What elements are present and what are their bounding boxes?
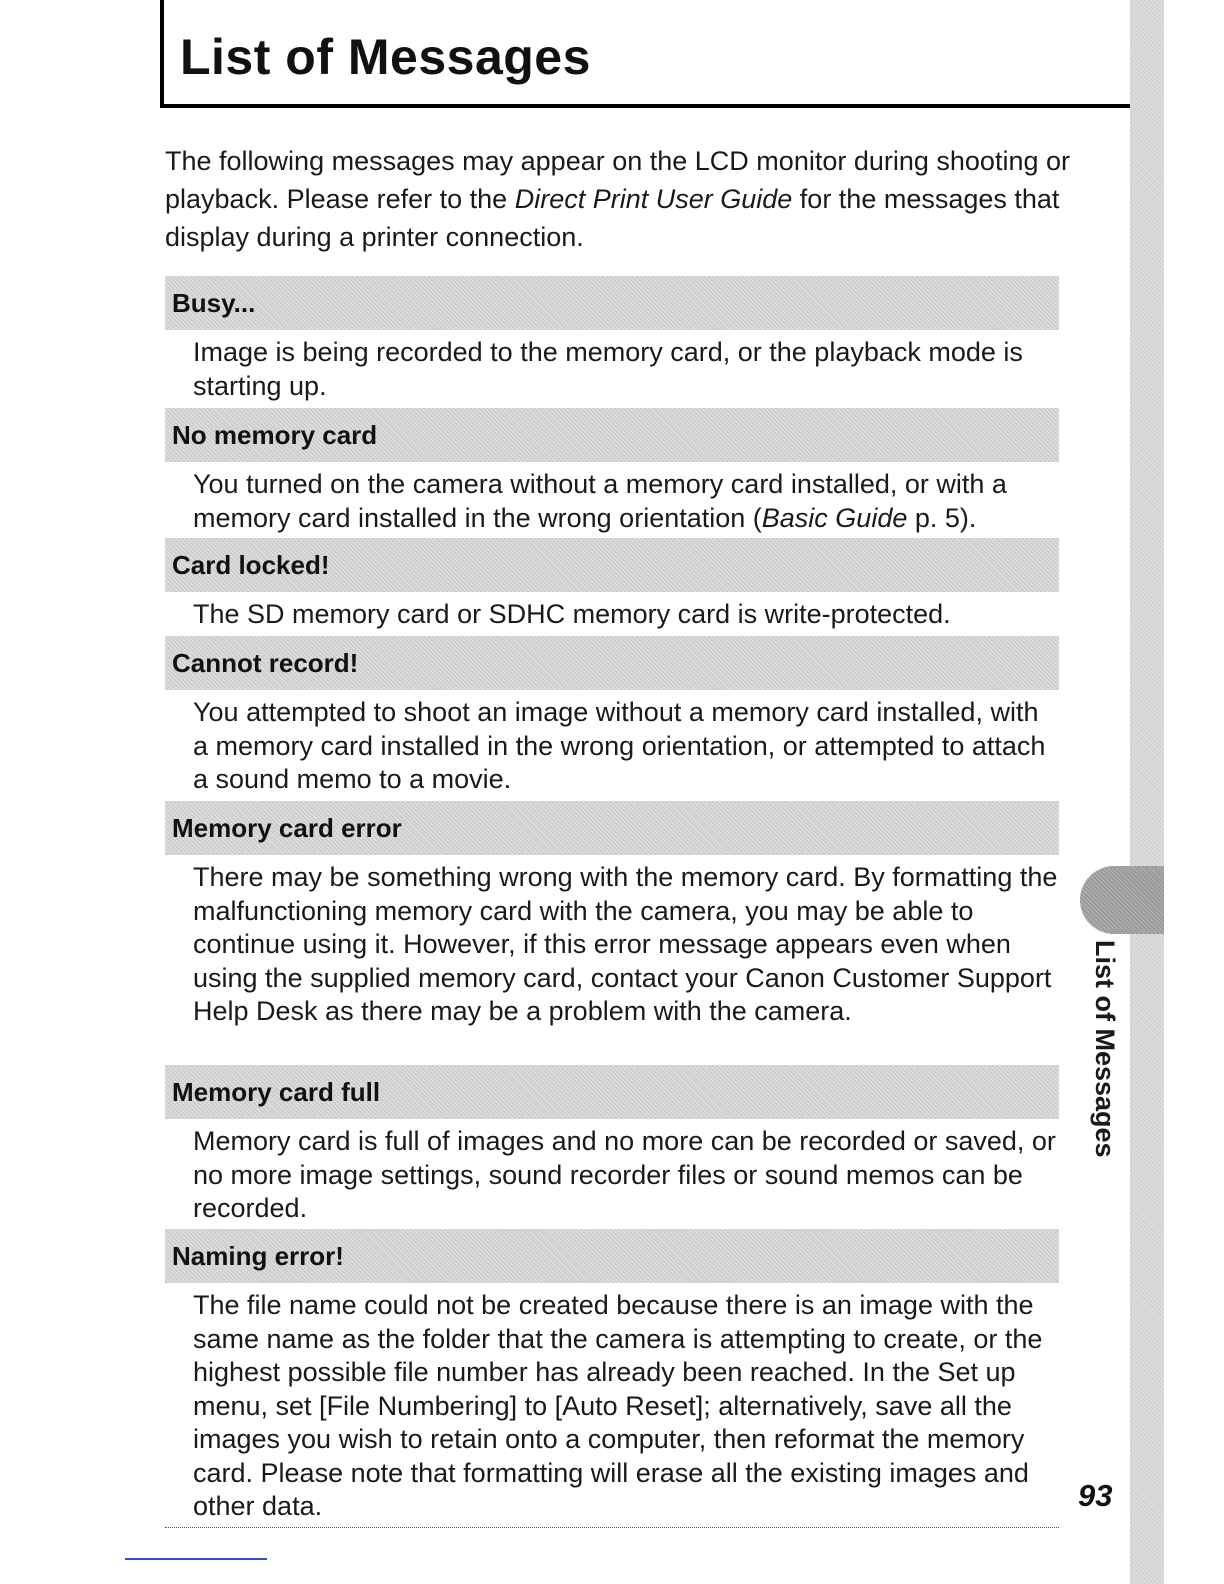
message-entry-card-locked (165, 538, 1059, 632)
message-description: The file name could not be created because there is an image with the same name as the folder that the camera is attempting to create, or the highest possible file number has already been reached. In the Set up menu, set [File Numbering] to [Auto Reset]; alternatively, save all the images you wish to retain onto a computer, then reformat the memory card. Please note that formatting will erase all the existing images and other data. (193, 1290, 1043, 1521)
page-number: 93 (1078, 1478, 1113, 1513)
message-guide-reference: Basic Guide (761, 502, 908, 533)
chapter-tab-marker (1080, 866, 1164, 934)
message-description: You attempted to shoot an image without a memory card installed, with a memory card installed in the wrong orientation, or attempted to attach a sound memo to a movie. (193, 697, 1046, 794)
title-rule-horizontal (160, 104, 1164, 108)
message-entry-no-memory-card (165, 408, 1059, 535)
corner-underline-mark (125, 1558, 267, 1560)
message-title: Memory card full (165, 1065, 1059, 1119)
message-title: Memory card error (165, 801, 1059, 855)
title-rule-vertical (160, 0, 164, 108)
message-description: Image is being recorded to the memory card, or the playback mode is starting up. (193, 337, 1023, 401)
message-entry-cannot-record (165, 636, 1059, 797)
message-text-after: p. 5). (907, 502, 977, 533)
intro-text-1: The following messages may appear on the LCD monitor during shooting or playback. Please refer to the (165, 146, 1070, 214)
side-tab-label: List of Messages (1090, 940, 1120, 1158)
message-description (193, 468, 1059, 535)
message-title: Busy... (165, 276, 1059, 330)
message-description: Memory card is full of images and no more can be recorded or saved, or no more image settings, sound recorder files or sound memos can be recorded. (193, 1126, 1056, 1223)
message-description: There may be something wrong with the memory card. By formatting the malfunctioning memory card with the camera, you may be able to continue using it. However, if this error message appears even when using the supplied memory card, contact your Canon Customer Support Help Desk as there may be a problem with the camera. (193, 862, 1058, 1026)
message-description: The SD memory card or SDHC memory card is write-protected. (193, 599, 951, 629)
message-title: No memory card (165, 408, 1059, 462)
message-entry-naming-error (165, 1229, 1059, 1524)
intro-text-2: for the messages that display during a printer connection. (165, 184, 1060, 252)
message-title: Card locked! (165, 538, 1059, 592)
message-entry-memory-card-full (165, 1065, 1059, 1226)
message-title: Naming error! (165, 1229, 1059, 1283)
side-tab-strip (1130, 0, 1164, 1584)
intro-guide-title: Direct Print User Guide (514, 184, 793, 214)
message-entry-memory-card-error (165, 801, 1059, 1029)
bottom-divider (165, 1527, 1059, 1528)
message-text: You turned on the camera without a memory card installed, or with a memory card installed in the wrong orientation ( (193, 469, 1007, 533)
message-title: Cannot record! (165, 636, 1059, 690)
page-title: List of Messages (180, 29, 591, 85)
intro-paragraph (165, 142, 1070, 256)
message-entry-busy (165, 276, 1059, 403)
